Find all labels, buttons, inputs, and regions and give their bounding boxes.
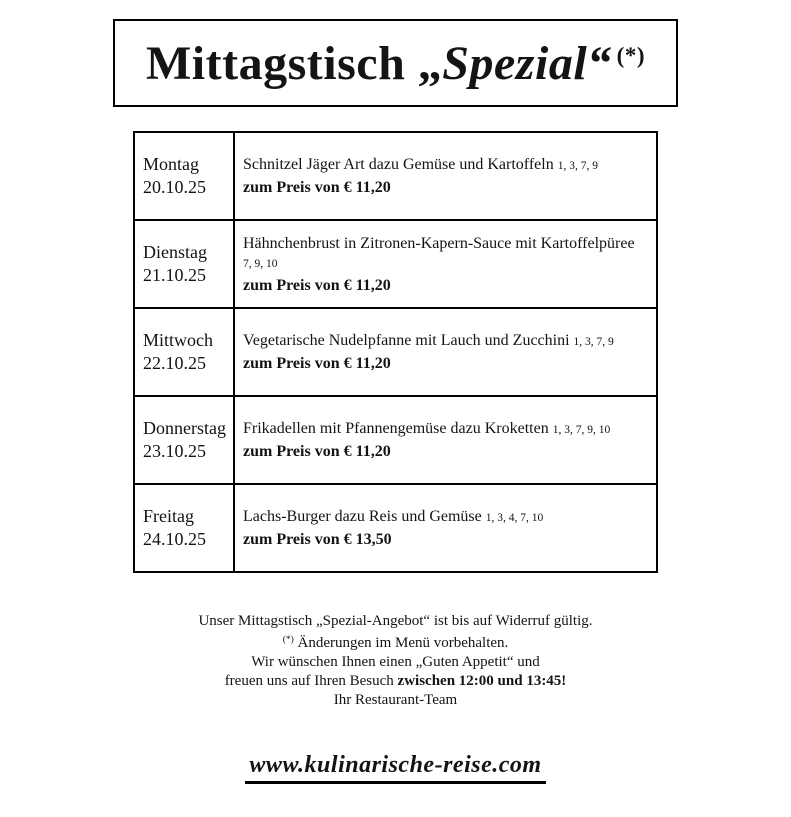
day-cell bbox=[134, 132, 234, 220]
dish-price: zum Preis von € 13,50 bbox=[243, 531, 392, 548]
dish-description bbox=[243, 507, 642, 528]
dish-price: zum Preis von € 11,20 bbox=[243, 443, 391, 460]
changes-note-line bbox=[0, 631, 791, 653]
day-name: Montag bbox=[143, 154, 199, 174]
visit-text: freuen uns auf Ihren Besuch bbox=[224, 673, 394, 689]
dish-cell bbox=[234, 308, 657, 396]
day-date: 22.10.25 bbox=[143, 353, 206, 373]
dish-description bbox=[243, 419, 642, 440]
dish-description bbox=[243, 331, 642, 352]
title-emphasis: Spezial“ bbox=[442, 36, 612, 90]
day-cell bbox=[134, 220, 234, 308]
day-date: 23.10.25 bbox=[143, 441, 206, 461]
allergen-numbers: 1, 3, 7, 9, 10 bbox=[552, 424, 611, 436]
title-box bbox=[113, 19, 678, 107]
team-line: Ihr Restaurant-Team bbox=[333, 692, 458, 708]
menu-row-tuesday bbox=[134, 220, 657, 308]
day-name: Donnerstag bbox=[143, 418, 226, 438]
dish-price: zum Preis von € 11,20 bbox=[243, 179, 391, 196]
day-cell bbox=[134, 484, 234, 572]
validity-note bbox=[0, 612, 791, 653]
menu-row-monday bbox=[134, 132, 657, 220]
allergen-numbers: 1, 3, 4, 7, 10 bbox=[485, 512, 544, 524]
footnote-marker: (*) bbox=[282, 635, 294, 645]
dish-text: Hähnchenbrust in Zitronen-Kapern-Sauce mit Kartoffelpüree bbox=[243, 234, 635, 252]
dish-cell bbox=[234, 132, 657, 220]
dish-cell bbox=[234, 396, 657, 484]
visit-line bbox=[0, 672, 791, 691]
allergen-numbers: 1, 3, 7, 9 bbox=[573, 336, 614, 348]
day-name: Mittwoch bbox=[143, 330, 213, 350]
dish-description bbox=[243, 155, 642, 176]
dish-text: Lachs-Burger dazu Reis und Gemüse bbox=[243, 508, 482, 525]
menu-row-thursday bbox=[134, 396, 657, 484]
dish-price: zum Preis von € 11,20 bbox=[243, 276, 391, 294]
day-name: Freitag bbox=[143, 506, 194, 526]
dish-text: Frikadellen mit Pfannengemüse dazu Kroketten bbox=[243, 420, 549, 437]
dish-text: Vegetarische Nudelpfanne mit Lauch und Zucchini bbox=[243, 332, 570, 349]
menu-row-friday bbox=[134, 484, 657, 572]
validity-line: Unser Mittagstisch „Spezial-Angebot“ ist bis auf Widerruf gültig. bbox=[198, 613, 593, 629]
dish-cell bbox=[234, 220, 657, 308]
visit-hours: zwischen 12:00 und 13:45! bbox=[397, 673, 567, 689]
changes-note-text: Änderungen im Menü vorbehalten. bbox=[297, 635, 509, 651]
allergen-numbers: 7, 9, 10 bbox=[243, 257, 278, 270]
website-row bbox=[0, 752, 791, 784]
day-date: 20.10.25 bbox=[143, 177, 206, 197]
title-prefix: Mittagstisch „ bbox=[146, 36, 443, 90]
allergen-numbers: 1, 3, 7, 9 bbox=[557, 160, 598, 172]
menu-table bbox=[133, 131, 658, 573]
dish-text: Schnitzel Jäger Art dazu Gemüse und Kartoffeln bbox=[243, 156, 554, 173]
dish-price: zum Preis von € 11,20 bbox=[243, 355, 391, 372]
day-date: 24.10.25 bbox=[143, 529, 206, 549]
day-cell bbox=[134, 308, 234, 396]
website-link[interactable]: www.kulinarische-reise.com bbox=[245, 752, 545, 784]
wish-line: Wir wünschen Ihnen einen „Guten Appetit“ und bbox=[251, 654, 540, 670]
dish-description bbox=[243, 234, 642, 274]
greeting-block bbox=[0, 653, 791, 710]
menu-row-wednesday bbox=[134, 308, 657, 396]
day-cell bbox=[134, 396, 234, 484]
title-footnote-marker: (*) bbox=[616, 42, 645, 68]
day-name: Dienstag bbox=[143, 242, 207, 262]
day-date: 21.10.25 bbox=[143, 265, 206, 285]
dish-cell bbox=[234, 484, 657, 572]
page-title bbox=[146, 36, 645, 91]
